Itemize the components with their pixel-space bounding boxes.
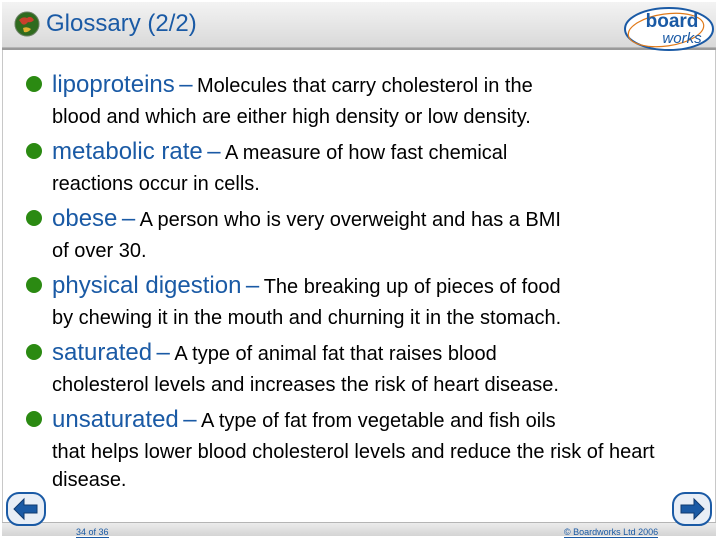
glossary-term: lipoproteins (52, 71, 175, 98)
bullet-icon (26, 210, 42, 226)
glossary-definition: A person who is very overweight and has a BMI (139, 209, 561, 231)
term-separator: – (121, 205, 136, 232)
bullet-icon (26, 277, 42, 293)
bullet-icon (26, 411, 42, 427)
glossary-definition: A type of fat from vegetable and fish oils (201, 410, 556, 432)
page-number: 34 of 36 (76, 527, 109, 537)
glossary-list (26, 70, 706, 500)
globe-icon (14, 11, 40, 37)
glossary-term: obese (52, 205, 118, 232)
glossary-term: saturated (52, 339, 153, 366)
term-separator: – (179, 71, 193, 98)
glossary-definition-continued: cholesterol levels and increases the risk of heart disease. (52, 374, 559, 396)
glossary-definition-continued: of over 30. (52, 240, 147, 262)
bullet-icon (26, 143, 42, 159)
glossary-term: unsaturated (52, 406, 179, 433)
glossary-definition: A type of animal fat that raises blood (174, 343, 497, 365)
glossary-entry (26, 338, 706, 405)
glossary-definition: The breaking up of pieces of food (263, 276, 561, 298)
arrow-right-icon[interactable] (672, 489, 712, 529)
glossary-term: physical digestion (52, 272, 242, 299)
glossary-definition-continued: by chewing it in the mouth and churning it in the stomach. (52, 307, 562, 329)
term-separator: – (207, 138, 221, 165)
boardworks-logo (622, 4, 716, 54)
glossary-entry (26, 137, 706, 204)
bullet-icon (26, 344, 42, 360)
glossary-definition: A measure of how fast chemical (225, 142, 508, 164)
arrow-left-icon[interactable] (6, 489, 46, 529)
glossary-definition: Molecules that carry cholesterol in the (197, 75, 533, 97)
glossary-definition-continued: blood and which are either high density or low density. (52, 106, 531, 128)
page-title: Glossary (2/2) (46, 10, 197, 37)
bullet-icon (26, 76, 42, 92)
term-separator: – (156, 339, 170, 366)
term-separator: – (245, 272, 260, 299)
logo-board-text: board (645, 11, 699, 32)
glossary-entry (26, 271, 706, 338)
logo-works-text: works (662, 30, 702, 47)
header-divider (2, 48, 716, 50)
glossary-definition-continued: that helps lower blood cholesterol levels and reduce the risk of heart disease. (52, 441, 655, 491)
glossary-entry (26, 204, 706, 271)
copyright-text: © Boardworks Ltd 2006 (564, 527, 659, 537)
glossary-entry (26, 70, 706, 137)
term-separator: – (183, 406, 197, 433)
glossary-definition-continued: reactions occur in cells. (52, 173, 260, 195)
glossary-term: metabolic rate (52, 138, 203, 165)
glossary-entry (26, 405, 706, 500)
